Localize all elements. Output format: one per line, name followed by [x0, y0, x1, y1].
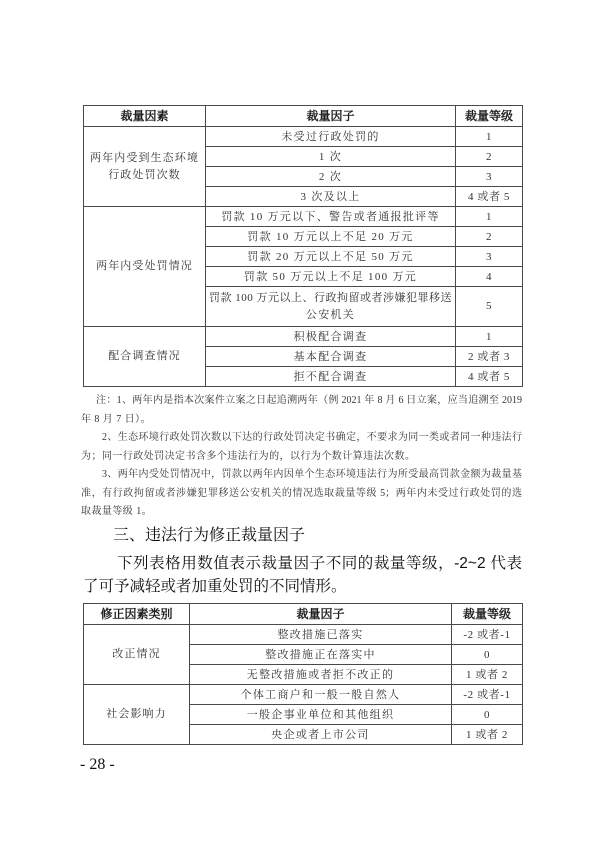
item-cell: 罚款 10 万元以上不足 20 万元	[206, 227, 456, 247]
note-line: 取裁量等级 1。	[81, 506, 153, 517]
level-cell: 4 或者 5	[456, 187, 523, 207]
item-cell: 1 次	[206, 147, 456, 167]
note-line: 2、生态环境行政处罚次数以下达的行政处罚决定书确定，不要求为同一类或者同一种违法行	[102, 432, 522, 443]
table-row	[84, 207, 523, 227]
level-cell: 1	[456, 207, 523, 227]
correction-factors-table	[83, 603, 523, 745]
item-cell: 2 次	[206, 167, 456, 187]
note-line: 注：1、两年内是指本次案件立案之日起追溯两年（例 2021 年 8 月 6 日立案，应当追溯至 2019	[96, 395, 522, 406]
item-cell: 拒不配合调查	[206, 367, 456, 387]
item-cell: 无整改措施或者拒不改正的	[190, 665, 452, 685]
item-cell: 罚款 50 万元以上不足 100 万元	[206, 267, 456, 287]
level-cell: 1 或者 2	[452, 665, 523, 685]
factor-line: 两年内受处罚情况	[96, 260, 193, 272]
column-header-level: 裁量等级	[456, 106, 523, 127]
item-line: 公安机关	[305, 308, 356, 321]
item-line: 罚款 100 万元以上、行政拘留或者涉嫌犯罪移送	[209, 291, 452, 304]
level-cell: 0	[452, 705, 523, 725]
item-cell: 基本配合调查	[206, 347, 456, 367]
page-number: - 28 -	[80, 756, 115, 773]
column-header-level: 裁量等级	[452, 604, 523, 625]
level-cell: -2 或者-1	[452, 685, 523, 705]
table-notes	[81, 392, 522, 522]
item-cell	[206, 287, 456, 327]
factor-cell	[84, 207, 206, 327]
note-line: 3、两年内受处罚情况中，罚款以两年内因单个生态环境违法行为所受最高罚款金额为裁量基	[102, 469, 522, 480]
item-cell: 央企或者上市公司	[190, 725, 452, 745]
table-row	[84, 327, 523, 347]
column-header-category: 修正因素类别	[84, 604, 190, 625]
level-cell: 3	[456, 167, 523, 187]
level-cell: 4	[456, 267, 523, 287]
item-cell: 个体工商户和一般一般自然人	[190, 685, 452, 705]
column-header-item: 裁量因子	[190, 604, 452, 625]
table-row	[84, 625, 523, 645]
level-cell: 3	[456, 247, 523, 267]
section-heading: 三、违法行为修正裁量因子	[113, 527, 306, 544]
factor-cell	[84, 327, 206, 387]
item-cell: 罚款 20 万元以上不足 50 万元	[206, 247, 456, 267]
table-row	[84, 685, 523, 705]
table-row	[84, 127, 523, 147]
table-header-row	[84, 604, 523, 625]
level-cell: 2	[456, 147, 523, 167]
level-cell: 1	[456, 327, 523, 347]
item-cell: 一般企事业单位和其他组织	[190, 705, 452, 725]
item-cell: 积极配合调查	[206, 327, 456, 347]
factor-cell	[84, 127, 206, 207]
level-cell: 2	[456, 227, 523, 247]
discretion-factors-table	[83, 105, 523, 387]
level-cell: 1 或者 2	[452, 725, 523, 745]
paragraph-line: 下列表格用数值表示裁量因子不同的裁量等级，-2~2 代表	[117, 555, 522, 572]
level-cell: 2 或者 3	[456, 347, 523, 367]
note-line: 为；同一行政处罚决定书含多个违法行为的，以行为个数计算违法次数。	[81, 450, 416, 462]
factor-cell: 改正情况	[84, 625, 190, 685]
level-cell: -2 或者-1	[452, 625, 523, 645]
level-cell: 4 或者 5	[456, 367, 523, 387]
table-header-row	[84, 106, 523, 127]
column-header-item: 裁量因子	[206, 106, 456, 127]
item-cell: 3 次及以上	[206, 187, 456, 207]
item-cell: 罚款 10 万元以下、警告或者通报批评等	[206, 207, 456, 227]
factor-line: 行政处罚次数	[108, 168, 181, 181]
paragraph-line: 了可予减轻或者加重处罚的不同情形。	[83, 578, 347, 595]
column-header-factor: 裁量因素	[84, 106, 206, 127]
section-paragraph	[83, 552, 522, 598]
level-cell: 5	[456, 287, 523, 327]
level-cell: 0	[452, 645, 523, 665]
factor-line: 两年内受到生态环境	[90, 151, 199, 164]
factor-cell: 社会影响力	[84, 685, 190, 745]
item-cell: 整改措施已落实	[190, 625, 452, 645]
note-line: 年 8 月 7 日）。	[81, 413, 151, 425]
note-line: 准，有行政拘留或者涉嫌犯罪移送公安机关的情况选取裁量等级 5；两年内未受过行政处罚的选	[81, 487, 522, 499]
item-cell: 未受过行政处罚的	[206, 127, 456, 147]
factor-line: 配合调查情况	[108, 350, 181, 362]
item-cell: 整改措施正在落实中	[190, 645, 452, 665]
level-cell: 1	[456, 127, 523, 147]
